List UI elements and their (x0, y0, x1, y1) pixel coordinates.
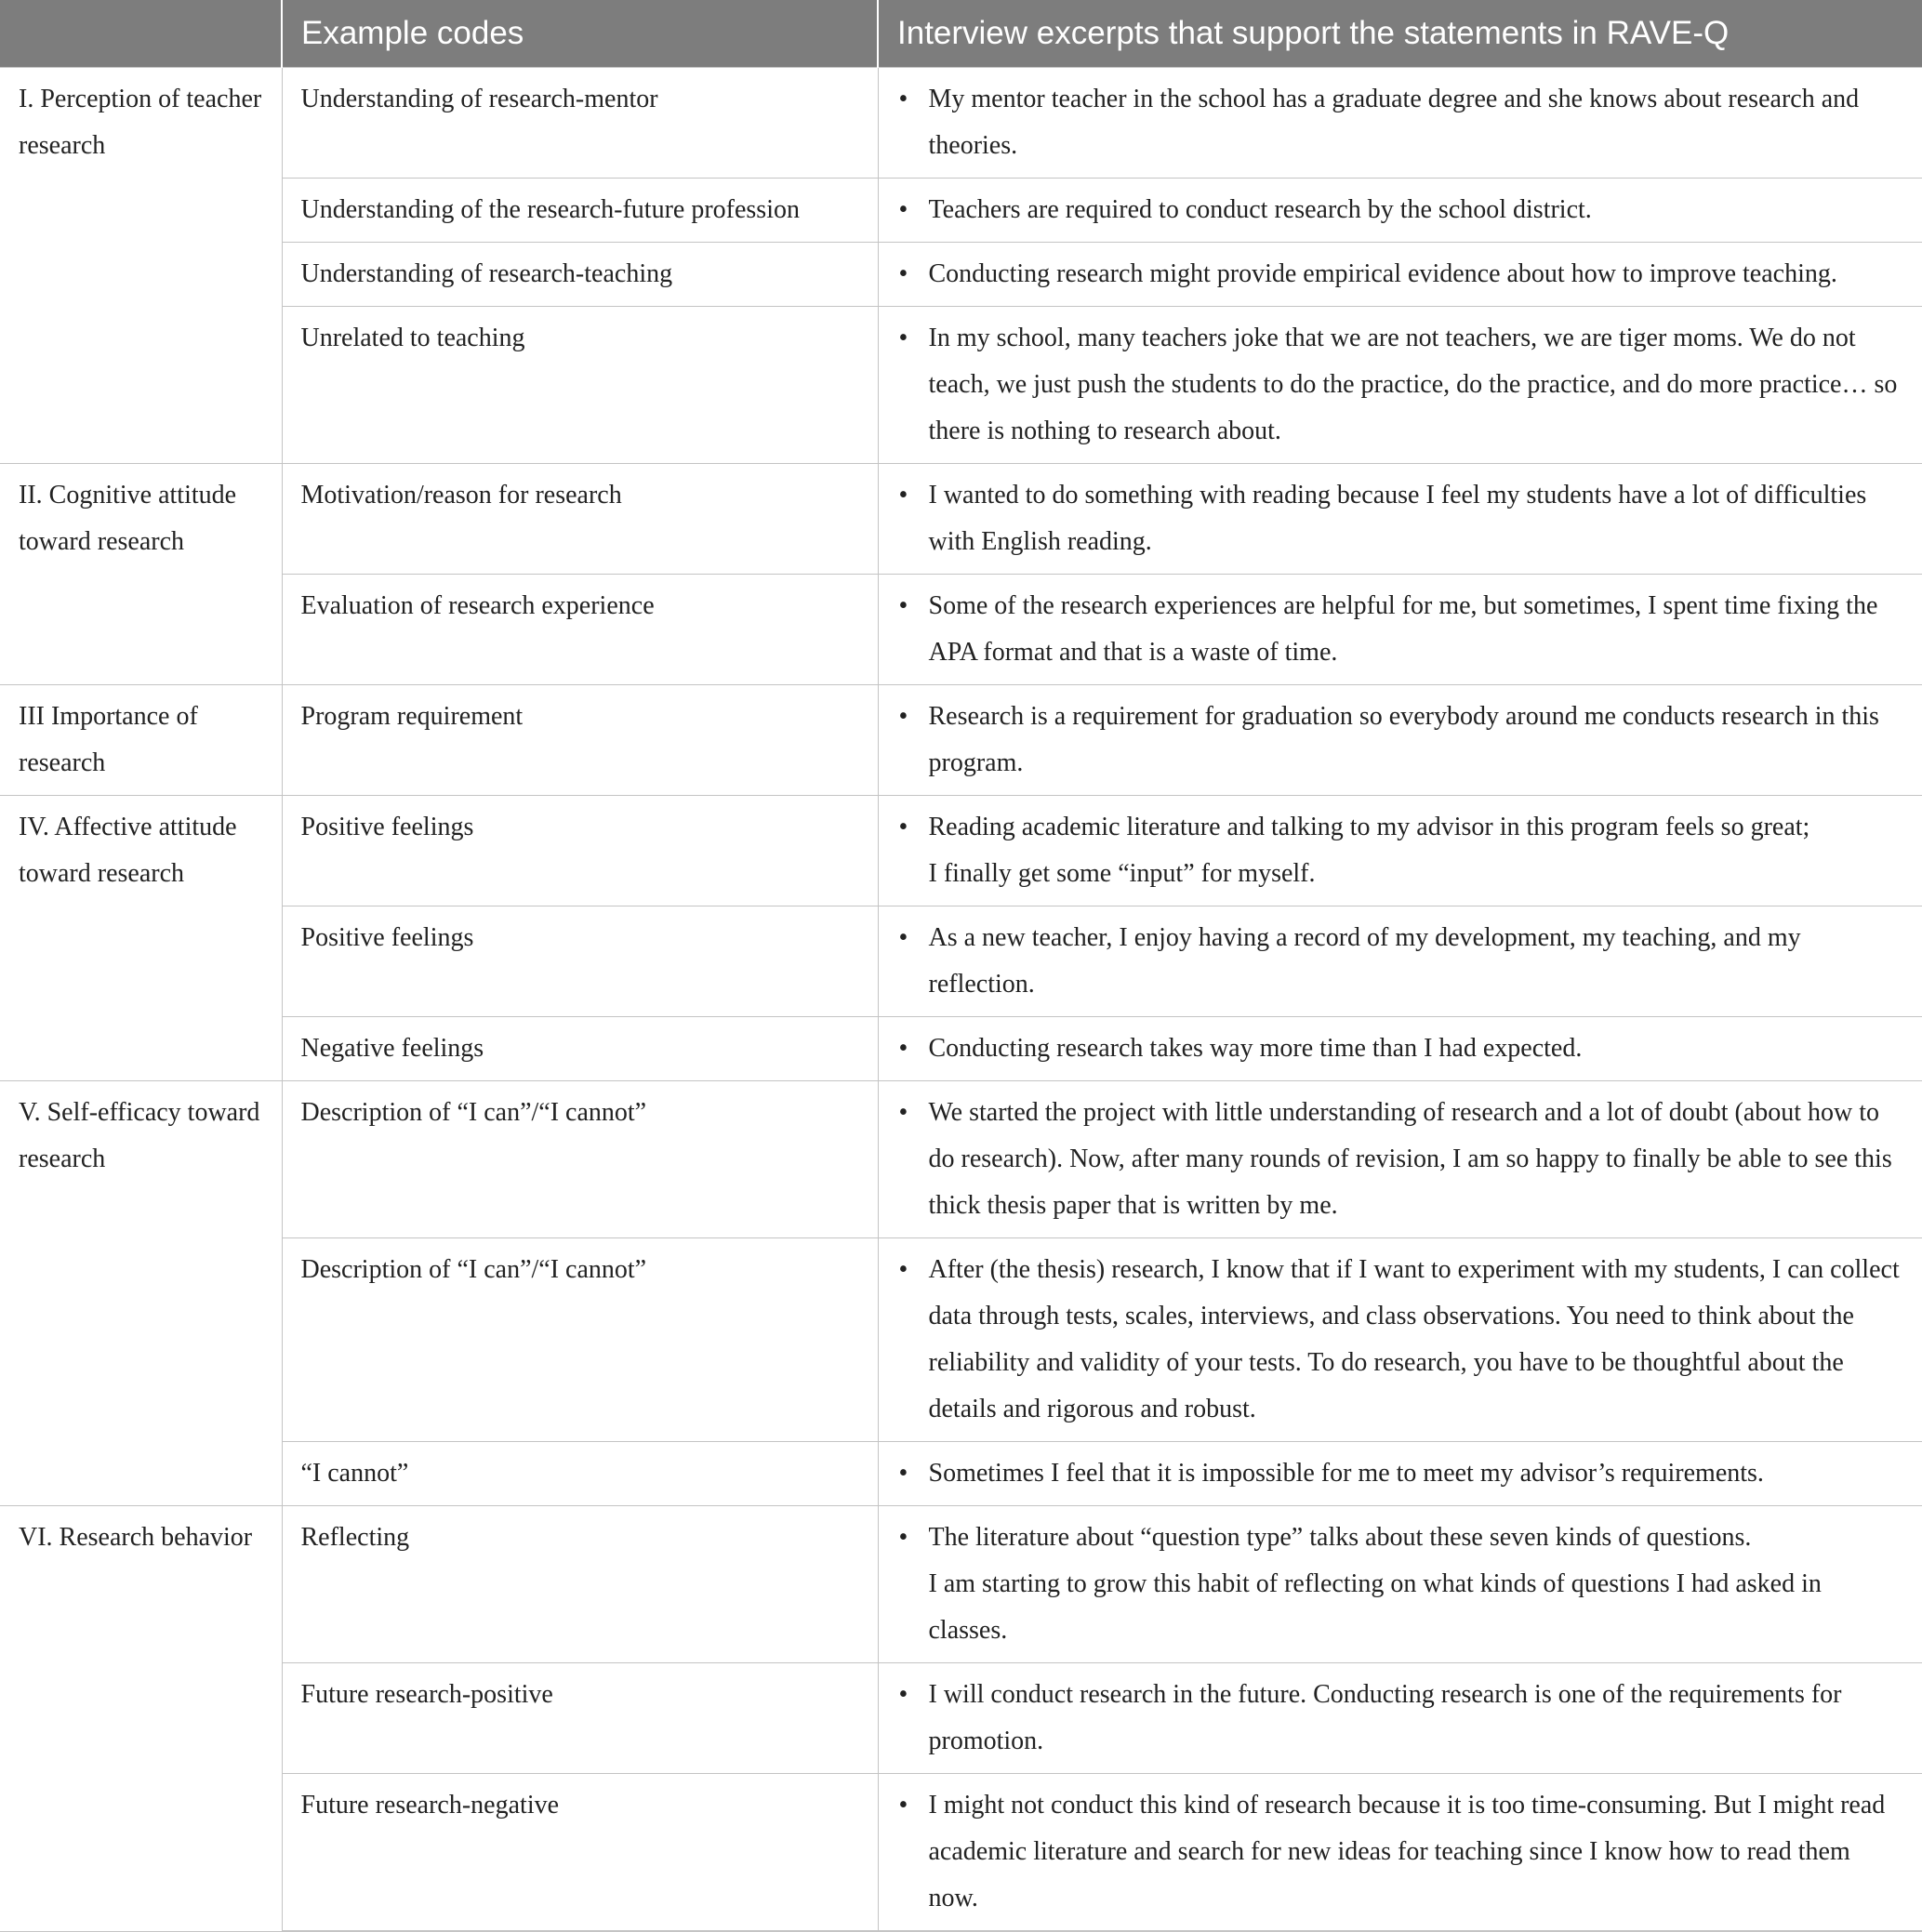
excerpt-item (929, 694, 1904, 787)
table-row (0, 1017, 1922, 1081)
excerpt-text: I am starting to grow this habit of reflecting on what kinds of questions I had asked in classes. (928, 1569, 1822, 1645)
code-cell: Future research-negative (282, 1774, 878, 1932)
excerpt-item (929, 251, 1904, 298)
category-cell: V. Self-efficacy toward research (0, 1081, 282, 1506)
table-row (0, 1774, 1922, 1932)
code-cell: Program requirement (282, 685, 878, 796)
excerpt-cell (878, 1238, 1922, 1442)
excerpt-text: • Conducting research takes way more time than I had expected. (928, 1034, 1583, 1063)
excerpt-item (929, 1090, 1904, 1229)
header-category (0, 0, 282, 68)
table-row (0, 685, 1922, 796)
excerpt-cell (878, 179, 1922, 243)
excerpt-item (929, 1672, 1904, 1765)
code-cell: Future research-positive (282, 1663, 878, 1774)
excerpt-cell (878, 1774, 1922, 1932)
code-cell: Description of “I can”/“I cannot” (282, 1238, 878, 1442)
excerpt-item (929, 1450, 1904, 1497)
code-cell: Motivation/reason for research (282, 464, 878, 575)
excerpt-text: • After (the thesis) research, I know that if I want to experiment with my students, I can collect data through tests, scales, interviews, and class observations. You need to think about the reliability and validity of your tests. To do research, you have to be thoughtful about the details and rigorous and robust. (928, 1255, 1900, 1423)
excerpt-text: • I wanted to do something with reading because I feel my students have a lot of difficulties with English reading. (928, 481, 1867, 556)
header-example-codes: Example codes (282, 0, 878, 68)
code-cell: Understanding of research-mentor (282, 68, 878, 179)
table-row (0, 796, 1922, 906)
code-cell: Negative feelings (282, 1017, 878, 1081)
excerpt-item (929, 1247, 1904, 1433)
excerpt-text: I finally get some “input” for myself. (928, 859, 1316, 888)
table-row (0, 1442, 1922, 1506)
table-row (0, 179, 1922, 243)
table-row (0, 575, 1922, 685)
excerpt-cell (878, 307, 1922, 464)
excerpt-cell (878, 906, 1922, 1017)
excerpt-item (929, 472, 1904, 565)
excerpt-item (929, 76, 1904, 169)
excerpt-item (929, 1515, 1904, 1654)
code-cell: Evaluation of research experience (282, 575, 878, 685)
excerpt-cell (878, 796, 1922, 906)
table-row (0, 1506, 1922, 1663)
excerpt-cell (878, 1081, 1922, 1238)
excerpt-text: • Teachers are required to conduct research by the school district. (928, 195, 1592, 224)
code-cell: Understanding of the research-future profession (282, 179, 878, 243)
excerpt-cell (878, 1442, 1922, 1506)
code-cell: Description of “I can”/“I cannot” (282, 1081, 878, 1238)
header-interview-excerpts: Interview excerpts that support the statements in RAVE-Q (878, 0, 1922, 68)
table-row (0, 307, 1922, 464)
table-row (0, 243, 1922, 307)
excerpt-text: • As a new teacher, I enjoy having a record of my development, my teaching, and my reflection. (928, 923, 1801, 999)
table-row (0, 1238, 1922, 1442)
excerpt-cell (878, 68, 1922, 179)
excerpt-text: • Sometimes I feel that it is impossible for me to meet my advisor’s requirements. (928, 1459, 1764, 1488)
code-cell: Understanding of research-teaching (282, 243, 878, 307)
header-row (0, 0, 1922, 68)
excerpt-cell (878, 243, 1922, 307)
excerpt-text: • Research is a requirement for graduation so everybody around me conducts research in this program. (928, 702, 1879, 777)
excerpt-text: • Reading academic literature and talking to my advisor in this program feels so great; (928, 813, 1810, 841)
excerpt-cell (878, 1663, 1922, 1774)
excerpt-text: • My mentor teacher in the school has a graduate degree and she knows about research and theories. (928, 85, 1860, 160)
table-row (0, 68, 1922, 179)
table-row (0, 1081, 1922, 1238)
category-cell: II. Cognitive attitude toward research (0, 464, 282, 685)
excerpt-text: • I might not conduct this kind of research because it is too time-consuming. But I might read academic literature and search for new ideas for teaching since I know how to read them now. (928, 1791, 1886, 1912)
excerpt-text: • In my school, many teachers joke that we are not teachers, we are tiger moms. We do not teach, we just push the students to do the practice, do the practice, and do more practice… so there is nothing to research about. (928, 324, 1898, 445)
excerpt-item (929, 1026, 1904, 1072)
excerpt-text: • Some of the research experiences are helpful for me, but sometimes, I spent time fixing the APA format and that is a waste of time. (928, 591, 1878, 667)
excerpt-text: • We started the project with little understanding of research and a lot of doubt (about how to do research). Now, after many rounds of revision, I am so happy to finally be able to see this thick thesis paper that is written by me. (928, 1098, 1892, 1220)
excerpt-text: • Conducting research might provide empirical evidence about how to improve teaching. (928, 259, 1837, 288)
code-cell: Reflecting (282, 1506, 878, 1663)
category-cell: III Importance of research (0, 685, 282, 796)
excerpt-item (929, 187, 1904, 233)
excerpt-text: • The literature about “question type” talks about these seven kinds of questions. (928, 1523, 1752, 1552)
code-cell: Positive feelings (282, 796, 878, 906)
table-row (0, 906, 1922, 1017)
excerpt-item (929, 804, 1904, 897)
code-cell: “I cannot” (282, 1442, 878, 1506)
excerpt-item (929, 315, 1904, 455)
excerpt-cell (878, 1017, 1922, 1081)
code-cell: Positive feelings (282, 906, 878, 1017)
excerpt-item (929, 915, 1904, 1008)
table-row (0, 464, 1922, 575)
category-cell: VI. Research behavior (0, 1506, 282, 1932)
category-cell: I. Perception of teacher research (0, 68, 282, 464)
excerpt-cell (878, 685, 1922, 796)
excerpt-item (929, 583, 1904, 676)
excerpt-text: • I will conduct research in the future. Conducting research is one of the requirements for promotion. (928, 1680, 1842, 1755)
category-cell: IV. Affective attitude toward research (0, 796, 282, 1081)
excerpt-cell (878, 575, 1922, 685)
excerpt-item (929, 1782, 1904, 1922)
excerpt-cell (878, 1506, 1922, 1663)
code-cell: Unrelated to teaching (282, 307, 878, 464)
table-row (0, 1663, 1922, 1774)
excerpt-cell (878, 464, 1922, 575)
